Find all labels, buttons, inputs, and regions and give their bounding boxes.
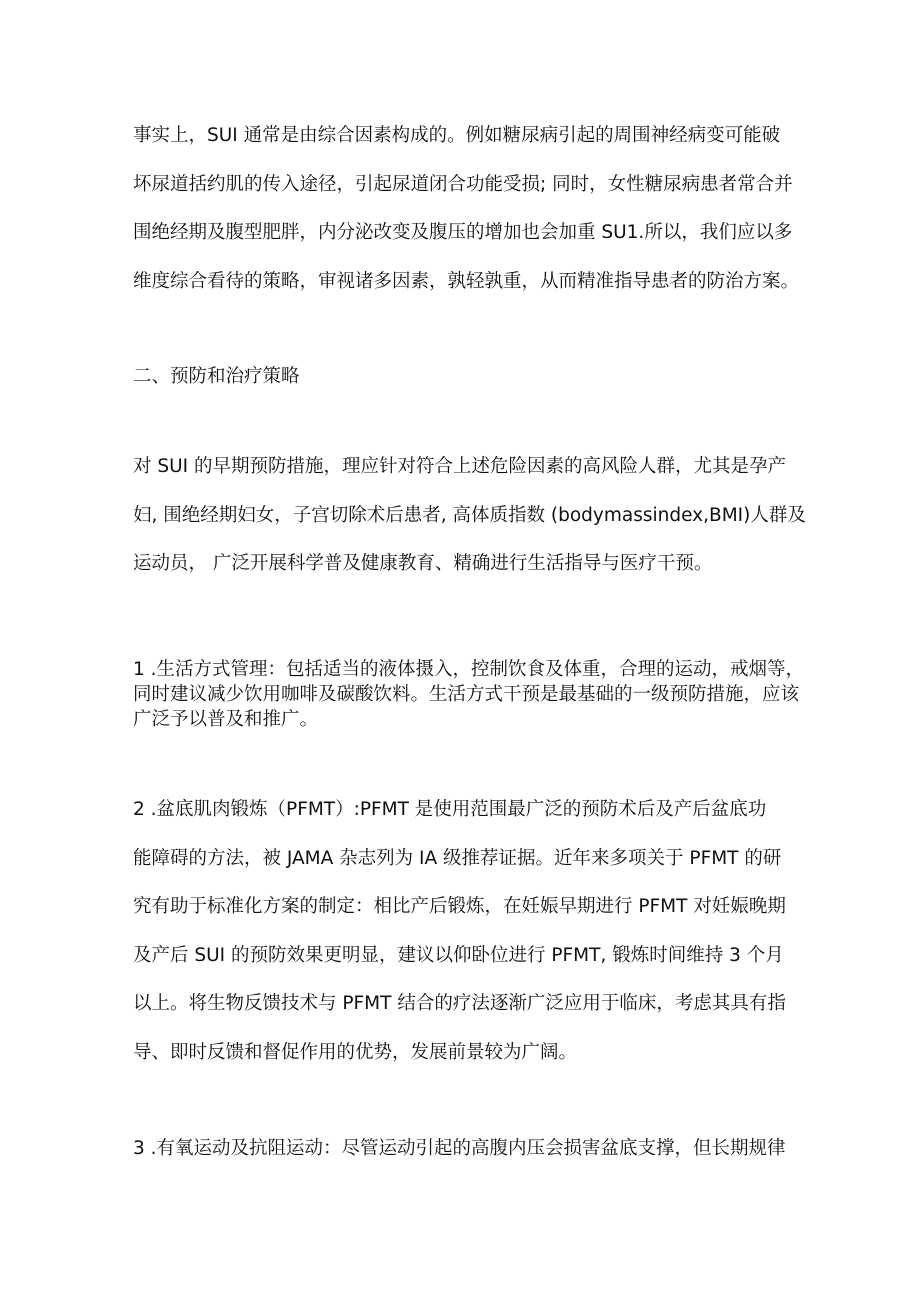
- text-line: 广泛予以普及和推广。: [133, 709, 319, 730]
- text-line: 对 SUI 的早期预防措施，理应针对符合上述危险因素的高风险人群，尤其是孕产: [133, 456, 787, 477]
- text-line: 究有助于标准化方案的制定：相比产后锻炼，在妊娠早期进行 PFMT 对妊娠晚期: [133, 896, 786, 917]
- item-aerobic-resistance-exercise: [133, 1125, 813, 1174]
- text-line: 1 .生活方式管理：包括适当的液体摄入，控制饮食及体重，合理的运动，戒烟等，: [133, 659, 805, 680]
- text-line: 能障碍的方法，被 JAMA 杂志列为 IA 级推荐证据。近年来多项关于 PFMT 的研: [133, 847, 782, 869]
- text-line: 及产后 SUI 的预防效果更明显，建议以仰卧位进行 PFMT, 锻炼时间维持 3 个月: [133, 944, 784, 966]
- text-line: 以上。将生物反馈技术与 PFMT 结合的疗法逐渐广泛应用于临床，考虑其具有指: [133, 993, 786, 1014]
- text-line: 维度综合看待的策略，审视诸多因素，孰轻孰重，从而精准指导患者的防治方案。: [133, 270, 800, 292]
- paragraph-sui-causes: [133, 112, 813, 306]
- paragraph-early-prevention: [133, 443, 813, 589]
- text-line: 围绝经期及腹型肥胖，内分泌改变及腹压的增加也会加重 SU1.所以，我们应以多: [133, 222, 793, 243]
- text-line: 运动员， 广泛开展科学普及健康教育、精确进行生活指导与医疗干预。: [133, 553, 713, 574]
- text-line: 3 .有氧运动及抗阻运动：尽管运动引起的高腹内压会损害盆底支撑，但长期规律: [133, 1138, 786, 1159]
- text-line: 妇, 围绝经期妇女，子宫切除术后患者, 高体质指数 (bodymassindex,BMI)人群及: [133, 504, 806, 526]
- section-heading: [133, 353, 813, 402]
- section-heading-text: 二、预防和治疗策略: [133, 366, 300, 387]
- text-line: 导、即时反馈和督促作用的优势，发展前景较为广阔。: [133, 1041, 578, 1063]
- text-line: 2 .盆底肌肉锻炼（PFMT）:PFMT 是使用范围最广泛的预防术后及产后盆底功: [133, 799, 767, 820]
- text-line: 事实上，SUI 通常是由综合因素构成的。例如糖尿病引起的周围神经病变可能破: [133, 125, 781, 146]
- item-lifestyle-management: [133, 657, 813, 732]
- text-line: 同时建议减少饮用咖啡及碳酸饮料。生活方式干预是最基础的一级预防措施，应该: [133, 684, 800, 705]
- item-pelvic-floor-training: [133, 786, 813, 1077]
- text-line: 坏尿道括约肌的传入途径，引起尿道闭合功能受损; 同时，女性糖尿病患者常合并: [133, 173, 793, 195]
